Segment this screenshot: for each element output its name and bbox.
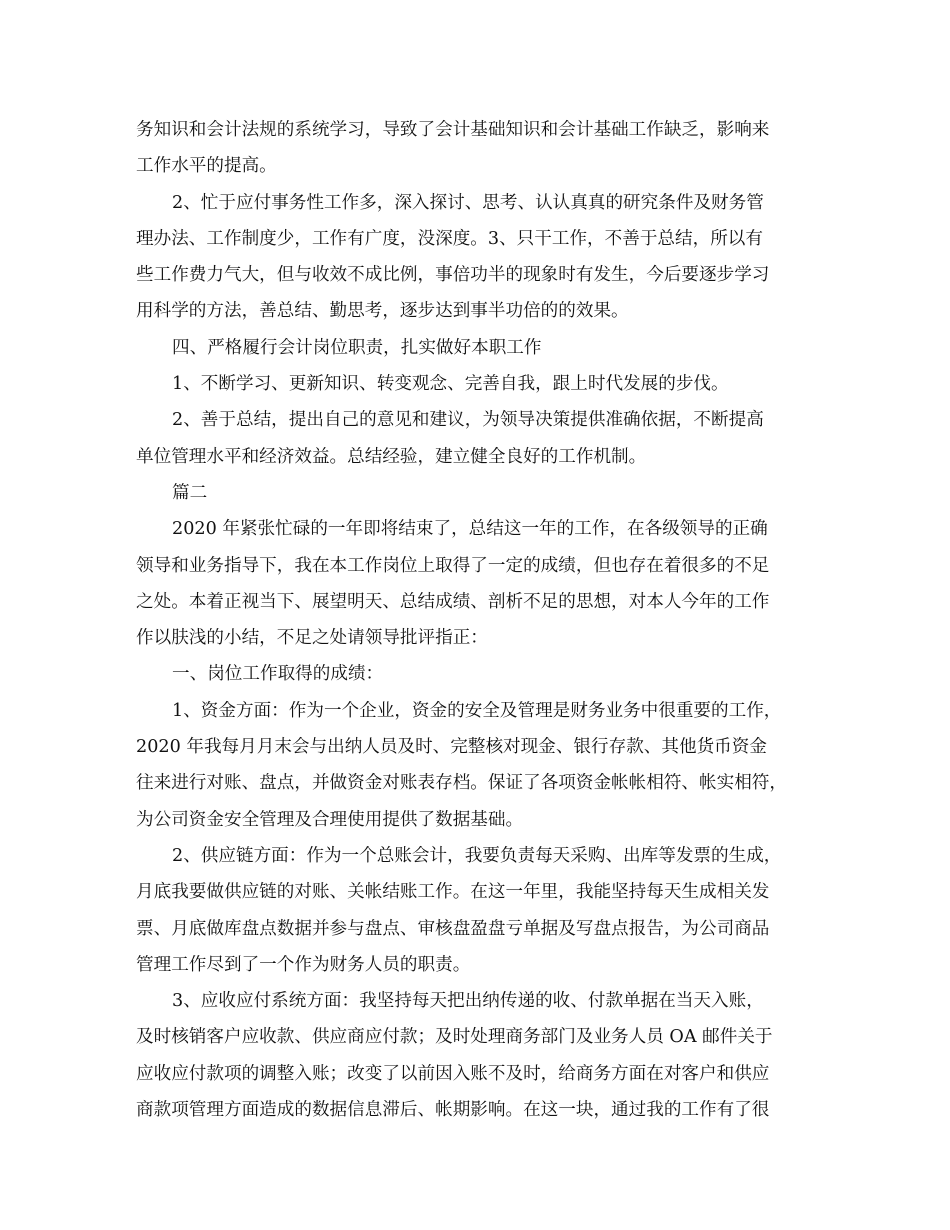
text-line: 票、月底做库盘点数据并参与盘点、审核盘盈盘亏单据及写盘点报告，为公司商品 (136, 918, 770, 939)
text-line: 理办法、工作制度少，工作有广度，没深度。3、只干工作，不善于总结，所以有 (136, 228, 763, 249)
text-line: 领导和业务指导下，我在本工作岗位上取得了一定的成绩，但也存在着很多的不足 (136, 555, 770, 576)
text-line: 3、应收应付系统方面：我坚持每天把出纳传递的收、付款单据在当天入账， (172, 991, 764, 1012)
text-line: 工作水平的提高。 (136, 156, 277, 177)
text-line: 些工作费力气大，但与收效不成比例，事倍功半的现象时有发生，今后要逐步学习 (136, 265, 770, 286)
text-line: 2020 年紧张忙碌的一年即将结束了，总结这一年的工作，在各级领导的正确 (172, 519, 768, 540)
text-line: 务知识和会计法规的系统学习，导致了会计基础知识和会计基础工作缺乏，影响来 (136, 120, 770, 140)
text-line: 一、岗位工作取得的成绩： (172, 664, 384, 685)
text-line: 1、不断学习、更新知识、转变观念、完善自我，跟上时代发展的步伐。 (172, 374, 729, 395)
text-line: 2020 年我每月月末会与出纳人员及时、完整核对现金、银行存款、其他货币资金 (136, 737, 767, 758)
text-line: 往来进行对账、盘点，并做资金对账表存档。保证了各项资金帐帐相符、帐实相符， (136, 773, 787, 794)
text-line: 应收应付款项的调整入账；改变了以前因入账不及时，给商务方面在对客户和供应 (136, 1063, 770, 1084)
text-line: 用科学的方法，善总结、勤思考，逐步达到事半功倍的的效果。 (136, 301, 629, 322)
text-line: 商款项管理方面造成的数据信息滞后、帐期影响。在这一块，通过我的工作有了很 (136, 1100, 770, 1121)
text-line: 2、供应链方面：作为一个总账会计，我要负责每天采购、出库等发票的生成， (172, 845, 782, 866)
document-body (136, 112, 826, 1128)
text-line: 2、善于总结，提出自己的意见和建议，为领导决策提供准确依据，不断提高 (172, 410, 764, 431)
text-line: 月底我要做供应链的对账、关帐结账工作。在这一年里，我能坚持每天生成相关发 (136, 882, 770, 903)
text-line: 为公司资金安全管理及合理使用提供了数据基础。 (136, 809, 524, 830)
text-line: 作以肤浅的小结，不足之处请领导批评指正： (136, 628, 488, 649)
text-line: 1、资金方面：作为一个企业，资金的安全及管理是财务业务中很重要的工作， (172, 700, 782, 721)
text-line: 四、严格履行会计岗位职责，扎实做好本职工作 (172, 337, 542, 358)
text-line: 单位管理水平和经济效益。总结经验，建立健全良好的工作机制。 (136, 446, 647, 467)
text-line: 及时核销客户应收款、供应商应付款；及时处理商务部门及业务人员 OA 邮件关于 (136, 1027, 773, 1048)
text-line: 管理工作尽到了一个作为财务人员的职责。 (136, 954, 471, 975)
text-line: 之处。本着正视当下、展望明天、总结成绩、剖析不足的思想，对本人今年的工作 (136, 591, 770, 612)
text-line: 篇二 (172, 482, 208, 503)
text-line: 2、忙于应付事务性工作多，深入探讨、思考、认认真真的研究条件及财务管 (172, 192, 764, 213)
